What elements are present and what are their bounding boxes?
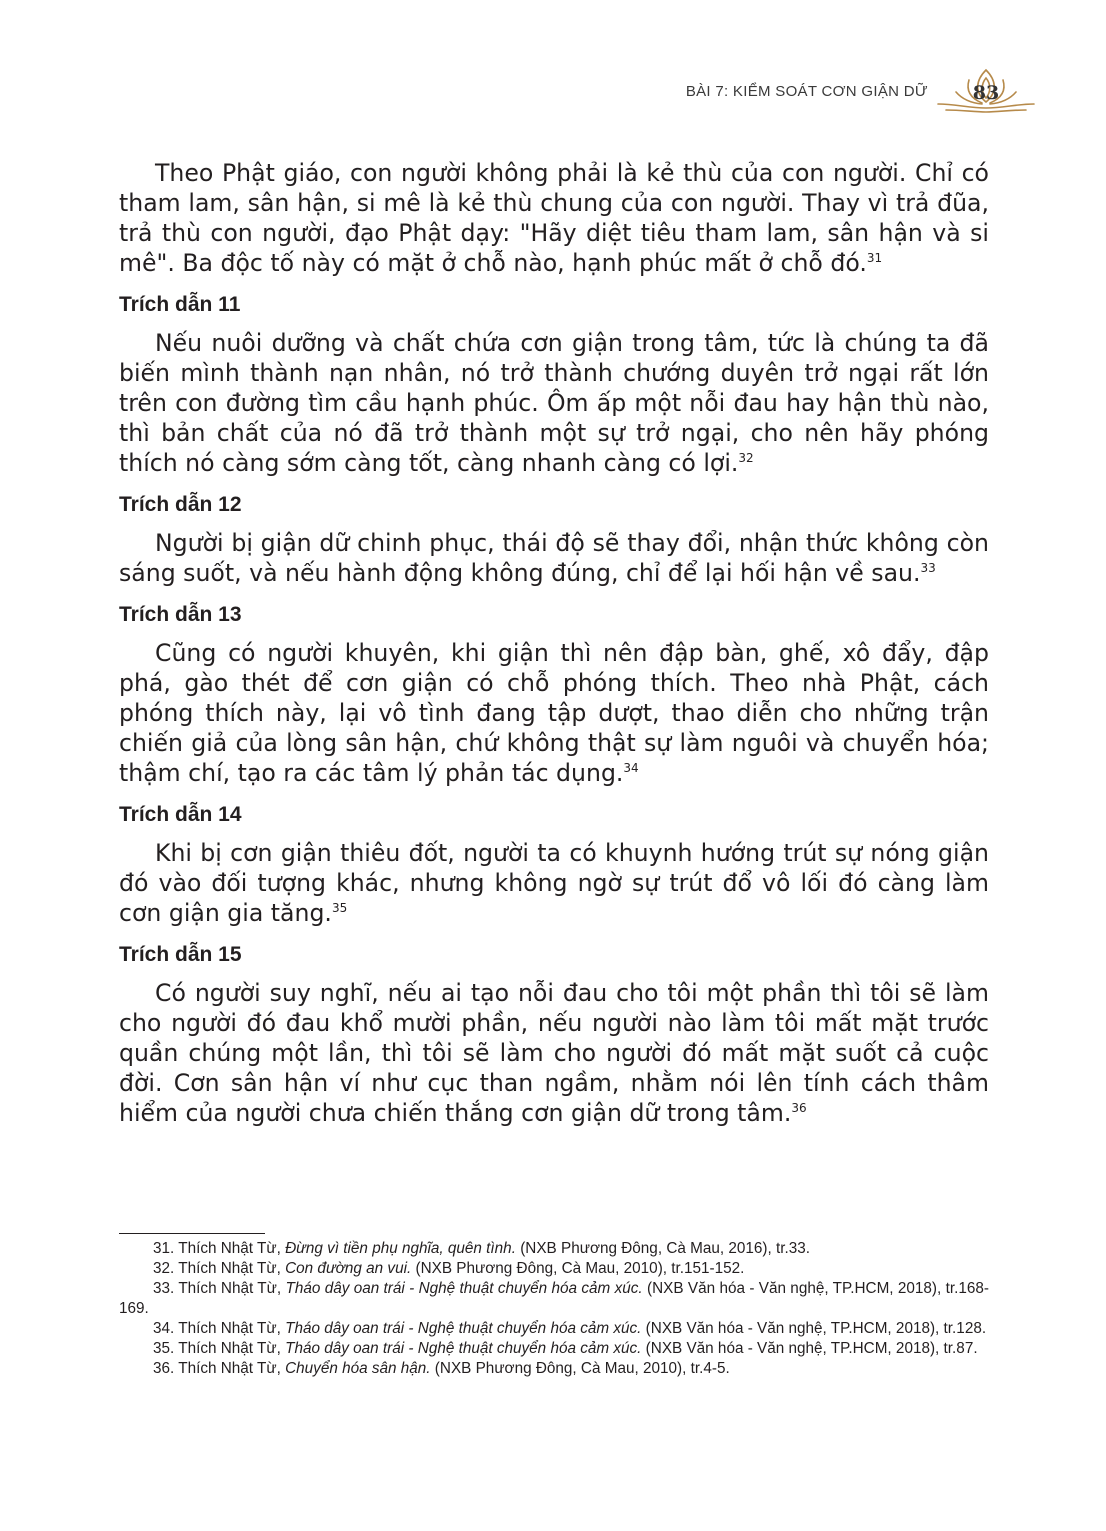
footnote — [119, 1259, 989, 1279]
paragraph-text: Cũng có người khuyên, khi giận thì nên đập bàn, ghế, xô đẩy, đập phá, gào thét để cơn giận có chỗ phóng thích. Theo nhà Phật, cách phóng thích này, lại vô tình đang tập dượt, thao diễn cho những trận chiến giả của lòng sân hận, chứ không thật sự làm nguôi và chuyển hóa; thậm chí, tạo ra các tâm lý phản tác dụng. — [119, 639, 989, 787]
quote-heading: Trích dẫn 13 — [119, 603, 242, 626]
quote-heading: Trích dẫn 12 — [119, 493, 242, 516]
paragraph-text: Có người suy nghĩ, nếu ai tạo nỗi đau cho tôi một phần thì tôi sẽ làm cho người đó đau khổ mười phần, nếu người nào làm tôi mất mặt trước quần chúng một lần, thì tôi sẽ làm cho người đó mất mặt suốt cả cuộc đời. Cơn sân hận ví như cục than ngầm, nhằm nói lên tính cách thâm hiểm của người chưa chiến thắng cơn giận dữ trong tâm. — [119, 979, 989, 1127]
footnote-author: 33. Thích Nhật Từ, — [153, 1280, 286, 1297]
footnote — [119, 1239, 989, 1259]
main-content — [119, 158, 989, 1128]
footnote-author: 36. Thích Nhật Từ, — [153, 1360, 286, 1377]
footnote-author: 32. Thích Nhật Từ, — [153, 1260, 286, 1277]
footnote — [119, 1279, 989, 1319]
footnote-title: Tháo dây oan trái - Nghệ thuật chuyển hóa cảm xúc. — [285, 1280, 643, 1297]
quote-paragraph — [119, 978, 989, 1128]
paragraph-text: Nếu nuôi dưỡng và chất chứa cơn giận trong tâm, tức là chúng ta đã biến mình thành nạn nhân, nó trở thành chướng duyên trở ngại rất lớn trên con đường tìm cầu hạnh phúc. Ôm ấp một nỗi đau hay hận thù nào, thì bản chất của nó đã trở thành một sự trở ngại, cho nên hãy phóng thích nó càng sớm càng tốt, càng nhanh càng có lợi. — [119, 329, 989, 477]
intro-paragraph — [119, 158, 989, 278]
paragraph-text: Theo Phật giáo, con người không phải là kẻ thù của con người. Chỉ có tham lam, sân hận, si mê là kẻ thù chung của con người. Thay vì trả đũa, trả thù con người, đạo Phật dạy: "Hãy diệt tiêu tham lam, sân hận và si mê". Ba độc tố này có mặt ở chỗ nào, hạnh phúc mất ở chỗ đó. — [119, 159, 989, 277]
page-number-badge — [936, 66, 1036, 116]
quote-heading: Trích dẫn 14 — [119, 803, 242, 826]
footnote-source: (NXB Văn hóa - Văn nghệ, TP.HCM, 2018), tr.128. — [641, 1320, 987, 1337]
footnote-title: Chuyển hóa sân hận. — [285, 1360, 431, 1377]
paragraph-text: Khi bị cơn giận thiêu đốt, người ta có khuynh hướng trút sự nóng giận đó vào đối tượng khác, nhưng không ngờ sự trút đổ vô lối đó càng làm cơn giận gia tăng. — [119, 839, 989, 927]
footnote-source: (NXB Phương Đông, Cà Mau, 2010), tr.151-152. — [411, 1260, 745, 1277]
footnote-author: 35. Thích Nhật Từ, — [153, 1340, 286, 1357]
footnote — [119, 1319, 989, 1339]
footnote-source: (NXB Phương Đông, Cà Mau, 2010), tr.4-5. — [430, 1360, 730, 1377]
footnote-source: (NXB Văn hóa - Văn nghệ, TP.HCM, 2018), tr.168-169. — [119, 1280, 989, 1317]
footnote-ref: 34 — [623, 761, 639, 775]
footnotes — [119, 1239, 989, 1379]
paragraph-text: Người bị giận dữ chinh phục, thái độ sẽ thay đổi, nhận thức không còn sáng suốt, và nếu hành động không đúng, chỉ để lại hối hận về sau. — [119, 529, 989, 587]
footnote — [119, 1359, 989, 1379]
page-number: 83 — [972, 82, 1000, 104]
footnote-title: Tháo dây oan trái - Nghệ thuật chuyển hóa cảm xúc. — [285, 1340, 642, 1357]
footnote-ref: 31 — [866, 251, 883, 265]
footnote-author: 34. Thích Nhật Từ, — [153, 1320, 286, 1337]
quote-paragraph — [119, 528, 989, 588]
footnote-ref: 36 — [791, 1101, 807, 1115]
quote-heading: Trích dẫn 15 — [119, 943, 242, 966]
footnote-source: (NXB Phương Đông, Cà Mau, 2016), tr.33. — [515, 1240, 811, 1257]
footnote-title: Con đường an vui. — [285, 1260, 412, 1277]
footnote — [119, 1339, 989, 1359]
page-header — [686, 66, 1036, 116]
footnote-author: 31. Thích Nhật Từ, — [153, 1240, 286, 1257]
footnote-title: Tháo dây oan trái - Nghệ thuật chuyển hóa cảm xúc. — [285, 1320, 642, 1337]
footnote-ref: 35 — [331, 901, 348, 915]
quote-heading: Trích dẫn 11 — [119, 293, 241, 316]
footnote-source: (NXB Văn hóa - Văn nghệ, TP.HCM, 2018), tr.87. — [641, 1340, 978, 1357]
footnote-ref: 32 — [738, 451, 754, 465]
footnote-divider — [119, 1233, 265, 1234]
quote-paragraph — [119, 328, 989, 478]
footnote-ref: 33 — [920, 561, 936, 575]
chapter-title: BÀI 7: KIỂM SOÁT CƠN GIẬN DỮ — [685, 82, 928, 100]
quote-paragraph — [119, 838, 989, 928]
footnote-title: Đừng vì tiền phụ nghĩa, quên tình. — [285, 1240, 516, 1257]
quote-paragraph — [119, 638, 989, 788]
